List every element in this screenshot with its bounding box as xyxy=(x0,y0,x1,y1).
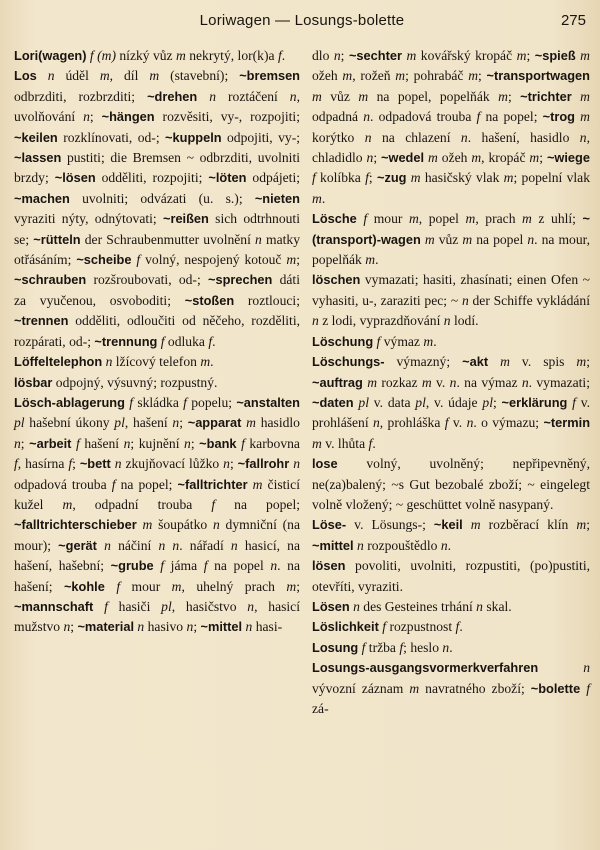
dictionary-entry: Los n úděl m, díl m (stavební); ~bremsen odbrzditi, rozbrzditi; ~drehen n roztáčení n, uvolňování n; ~hängen rozvěsiti, vy-, rozpojiti; ~keilen rozklínovati, od-; ~kuppeln odpojiti, vy-; ~lassen pustiti; die Bremsen ~ odbrzditi, uvolniti brzdy; ~lösen odděliti, rozpojiti; ~löten odpájeti; ~machen uvolniti; odvázati (u. s.); ~nieten vyraziti nýty, odnýtovati; ~reißen sich odtrhnouti se; ~rütteln der Schraubenmutter uvolnění n matky otřásáním; ~scheibe f volný, nespojený kotouč m; ~schrauben rozšroubovati, od-; ~sprechen dáti za vyučenou, osvoboditi; ~stoßen roztlouci; ~trennen odděliti, odloučiti od něčeho, rozděliti, rozpárati, od-; ~trennung f odluka f. xyxy=(14,68,301,349)
header-title: Loriwagen — Losungs-bolette xyxy=(199,12,405,29)
page-number: 275 xyxy=(560,12,586,29)
dictionary-entry: lose volný, uvolněný; nepřipevněný, ne(za)balený; ~s Gut bezobalé zboží; ~ eingelegt volně vložený; ~ geschüttet volně nasypaný. xyxy=(312,456,590,512)
dictionary-entry: Löffeltelephon n lžícový telefon m. xyxy=(14,354,214,370)
dictionary-entry: Lösche f mour m, popel m, prach m z uhlí; ~(transport)-wagen m vůz m na popel n. na mour, popelňák m. xyxy=(312,211,590,268)
dictionary-entry: Losungs-ausgangsvormerkverfahren n vývozní záznam m navratného zboží; ~bolette f zá- xyxy=(312,660,590,716)
dictionary-entry: löschen vymazati; hasiti, zhasínati; einen Ofen ~ vyhasiti, u-, zaraziti pec; ~ n der Schiffe vykládání n z lodi, vyprazdňování n lodí. xyxy=(312,272,590,329)
dictionary-entry: Lösen n des Gesteines trhání n skal. xyxy=(312,598,512,614)
dictionary-entry: lösbar odpojný, výsuvný; rozpustný. xyxy=(14,374,218,390)
text-columns xyxy=(14,46,590,719)
dictionary-entry: Löslichkeit f rozpustnost f. xyxy=(312,619,463,635)
dictionary-entry: lösen povoliti, uvolniti, rozpustiti, (po)pustiti, otevříti, vyraziti. xyxy=(312,558,590,594)
dictionary-entry: Losung f tržba f; heslo n. xyxy=(312,639,453,655)
left-column xyxy=(14,46,300,719)
dictionary-entry: Lösch-ablagerung f skládka f popelu; ~anstalten pl hašební úkony pl, hašení n; ~apparat m hasidlo n; ~arbeit f hašení n; kujnění n; ~bank f karbovna f, hasírna f; ~bett n zkujňovací lůžko n; ~fallrohr n odpadová trouba f na popel; ~falltrichter m čisticí kužel m, odpadní trouba f na popel; ~falltrichterschieber m šoupátko n dymniční (na mour); ~gerät n náčiní n n. nářadí n hasicí, na hašení, hašební; ~grube f jáma f na popel n. na hašení; ~kohle f mour m, uhelný prach m; ~mannschaft f hasiči pl, hasičstvo n, hasicí mužstvo n; ~material n hasivo n; ~mittel n hasi- xyxy=(14,394,301,635)
dictionary-entry: Löschung f výmaz m. xyxy=(312,333,437,349)
running-header xyxy=(14,8,590,34)
dictionary-entry: Löschungs- výmazný; ~akt m v. spis m; ~auftrag m rozkaz m v. n. na výmaz n. vymazati; ~daten pl v. data pl, v. údaje pl; ~erklärung f v. prohlášení n, prohláška f v. n. o výmazu; ~termin m v. lhůta f. xyxy=(312,354,591,451)
dictionary-entry: Lori(wagen) f (m) nízký vůz m nekrytý, lor(k)a f. xyxy=(14,48,286,63)
right-column xyxy=(312,46,590,719)
dictionary-entry: dlo n; ~sechter m kovářský kropáč m; ~spieß m ožeh m, rožeň m; pohrabáč m; ~transportwagen m vůz m na popel, popelňák m; ~trichter m odpadná n. odpadová trouba f na popel; ~trog m korýtko n na chlazení n. hašení, hasidlo n, chladidlo n; ~wedel m ožeh m, kropáč m; ~wiege f kolíbka f; ~zug m hasičský vlak m; popelní vlak m. xyxy=(312,48,590,206)
dictionary-entry: Löse- v. Lösungs-; ~keil m rozběrací klín m; ~mittel n rozpouštědlo n. xyxy=(312,517,590,553)
